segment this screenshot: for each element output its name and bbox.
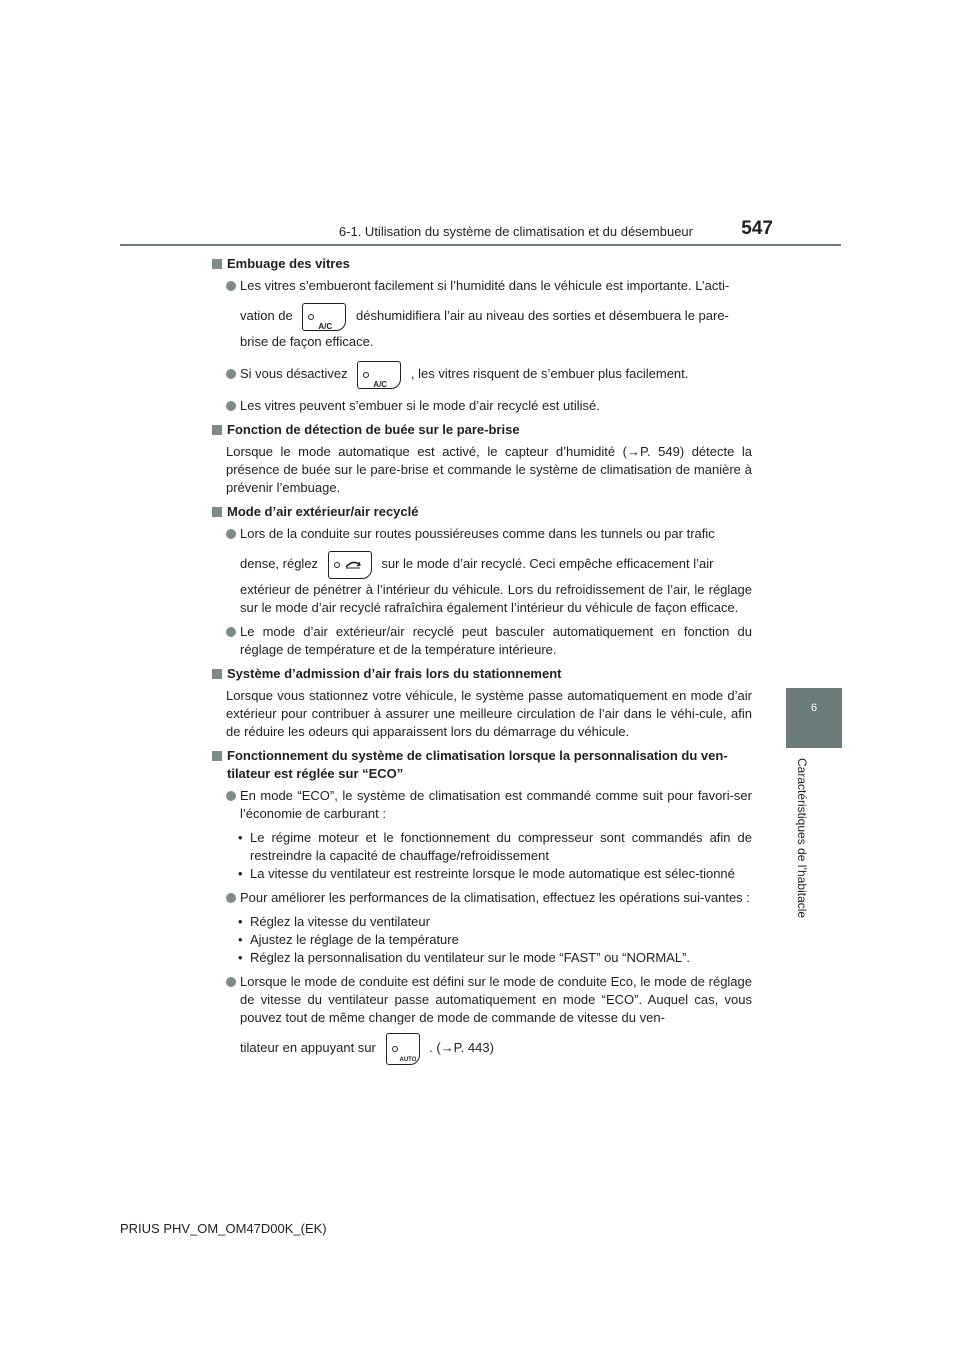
paragraph-text: Le mode d’air extérieur/air recyclé peut basculer automatiquement en fonction du réglage de température et de la température intérieure. <box>240 624 752 657</box>
circle-bullet-icon <box>226 791 236 801</box>
document-footer: PRIUS PHV_OM_OM47D00K_(EK) <box>120 1221 327 1236</box>
ac-button-icon <box>357 361 401 389</box>
recirculation-icon <box>344 559 362 569</box>
page-content <box>212 255 752 1071</box>
sub-list-item <box>238 865 752 883</box>
sub-bullet: • <box>238 950 243 965</box>
button-label: A/C <box>373 379 388 389</box>
recirculation-button-icon <box>328 551 372 579</box>
paragraph-text: Ajustez le réglage de la température <box>250 932 459 947</box>
heading-text: Système d’admission d’air frais lors du stationnement <box>227 666 562 681</box>
paragraph-text: dense, réglez <box>240 556 319 571</box>
square-bullet-icon <box>212 669 222 679</box>
page-number: 547 <box>741 218 773 239</box>
circle-bullet-icon <box>226 893 236 903</box>
chapter-tab: 6 <box>786 688 842 748</box>
list-item <box>226 787 752 823</box>
sub-list-item <box>238 829 752 865</box>
list-item <box>226 277 752 351</box>
section-heading <box>212 747 752 783</box>
circle-bullet-icon <box>226 627 236 637</box>
list-item <box>226 397 752 415</box>
sub-list-item <box>238 913 752 931</box>
paragraph-text: Pour améliorer les performances de la climatisation, effectuez les opérations sui-vantes : <box>240 890 750 905</box>
square-bullet-icon <box>212 259 222 269</box>
square-bullet-icon <box>212 507 222 517</box>
section-heading <box>212 255 752 273</box>
square-bullet-icon <box>212 751 222 761</box>
paragraph-text: Réglez la vitesse du ventilateur <box>250 914 430 929</box>
heading-text: Mode d’air extérieur/air recyclé <box>227 504 419 519</box>
paragraph-text: , les vitres risquent de s’embuer plus facilement. <box>410 366 689 381</box>
indicator-icon <box>334 562 340 568</box>
circle-bullet-icon <box>226 281 236 291</box>
paragraph-text: Lorsque vous stationnez votre véhicule, le système passe automatiquement en mode d’air extérieur pour contribuer à assurer une meilleure circulation de l’air dans le véhi-cule, afin de réduire les odeurs qui apparaissent lors du démarrage du véhicule. <box>226 688 752 739</box>
circle-bullet-icon <box>226 401 236 411</box>
button-label: A/C <box>318 321 333 331</box>
paragraph-text: La vitesse du ventilateur est restreinte lorsque le mode automatique est sélec-tionné <box>250 866 735 881</box>
paragraph-text: tilateur en appuyant sur <box>240 1040 376 1055</box>
sub-list-item <box>238 931 752 949</box>
paragraph-text: extérieur de pénétrer à l’intérieur du véhicule. Lors du refroidissement de l’air, le réglage sur le mode d’air recyclé rafraîchira également l’intérieur du véhicule de façon efficace. <box>240 582 752 615</box>
paragraph-text: Les vitres s’embueront facilement si l’humidité dans le véhicule est importante. L’acti- <box>240 278 730 293</box>
section-heading <box>212 665 752 683</box>
section-title: 6-1. Utilisation du système de climatisation et du désembueur <box>338 224 693 239</box>
paragraph-text: brise de façon efficace. <box>240 334 374 349</box>
indicator-icon <box>392 1046 398 1052</box>
sub-bullet: • <box>238 830 243 845</box>
square-bullet-icon <box>212 425 222 435</box>
button-label: AUTO <box>399 1056 417 1063</box>
paragraph-text: Lors de la conduite sur routes poussiéreuses comme dans les tunnels ou par trafic <box>240 526 715 541</box>
paragraph-text: déshumidifiera l’air au niveau des sorties et désembuera le pare- <box>356 308 729 323</box>
paragraph-text: . (→P. 443) <box>429 1040 494 1055</box>
section-heading <box>212 503 752 521</box>
paragraph-text: En mode “ECO”, le système de climatisation est commandé comme suit pour favori-ser l’économie de carburant : <box>240 788 752 821</box>
indicator-icon <box>363 372 369 378</box>
circle-bullet-icon <box>226 529 236 539</box>
header-divider <box>120 244 841 246</box>
list-item <box>226 525 752 617</box>
sub-bullet: • <box>238 866 243 881</box>
paragraph-text: Si vous désactivez <box>240 366 348 381</box>
heading-text: Fonctionnement du système de climatisation lorsque la personnalisation du ven-tilateur est réglée sur “ECO” <box>227 748 728 781</box>
circle-bullet-icon <box>226 977 236 987</box>
ac-button-icon <box>302 303 346 331</box>
sub-bullet: • <box>238 914 243 929</box>
paragraph-text: vation de <box>240 308 293 323</box>
sub-list-item <box>238 949 752 967</box>
indicator-icon <box>308 314 314 320</box>
paragraph-text: Les vitres peuvent s’embuer si le mode d’air recyclé est utilisé. <box>240 398 600 413</box>
page-header <box>120 0 841 246</box>
list-item <box>226 623 752 659</box>
list-item <box>226 889 752 907</box>
list-item <box>226 357 752 391</box>
list-item <box>226 973 752 1065</box>
section-heading <box>212 421 752 439</box>
auto-button-icon <box>386 1033 420 1065</box>
heading-text: Fonction de détection de buée sur le pare-brise <box>227 422 520 437</box>
circle-bullet-icon <box>226 369 236 379</box>
paragraph-text: sur le mode d’air recyclé. Ceci empêche efficacement l’air <box>381 556 714 571</box>
paragraph-text: Lorsque le mode de conduite est défini sur le mode de conduite Eco, le mode de réglage de vitesse du ventilateur passe automatiquement en mode “ECO”. Auquel cas, vous pouvez tout de même changer de mode de commande de vitesse du ven- <box>240 974 752 1025</box>
sub-bullet: • <box>238 932 243 947</box>
paragraph-text: Réglez la personnalisation du ventilateur sur le mode “FAST” ou “NORMAL”. <box>250 950 691 965</box>
paragraph-text: Lorsque le mode automatique est activé, le capteur d’humidité (→P. 549) détecte la présence de buée sur le pare-brise et commande le système de climatisation de manière à prévenir l’embuage. <box>226 444 752 495</box>
chapter-title: Caractéristiques de l’habitacle <box>795 758 809 919</box>
heading-text: Embuage des vitres <box>227 256 350 271</box>
paragraph-text: Le régime moteur et le fonctionnement du compresseur sont commandés afin de restreindre la capacité de chauffage/refroidissement <box>250 830 752 863</box>
